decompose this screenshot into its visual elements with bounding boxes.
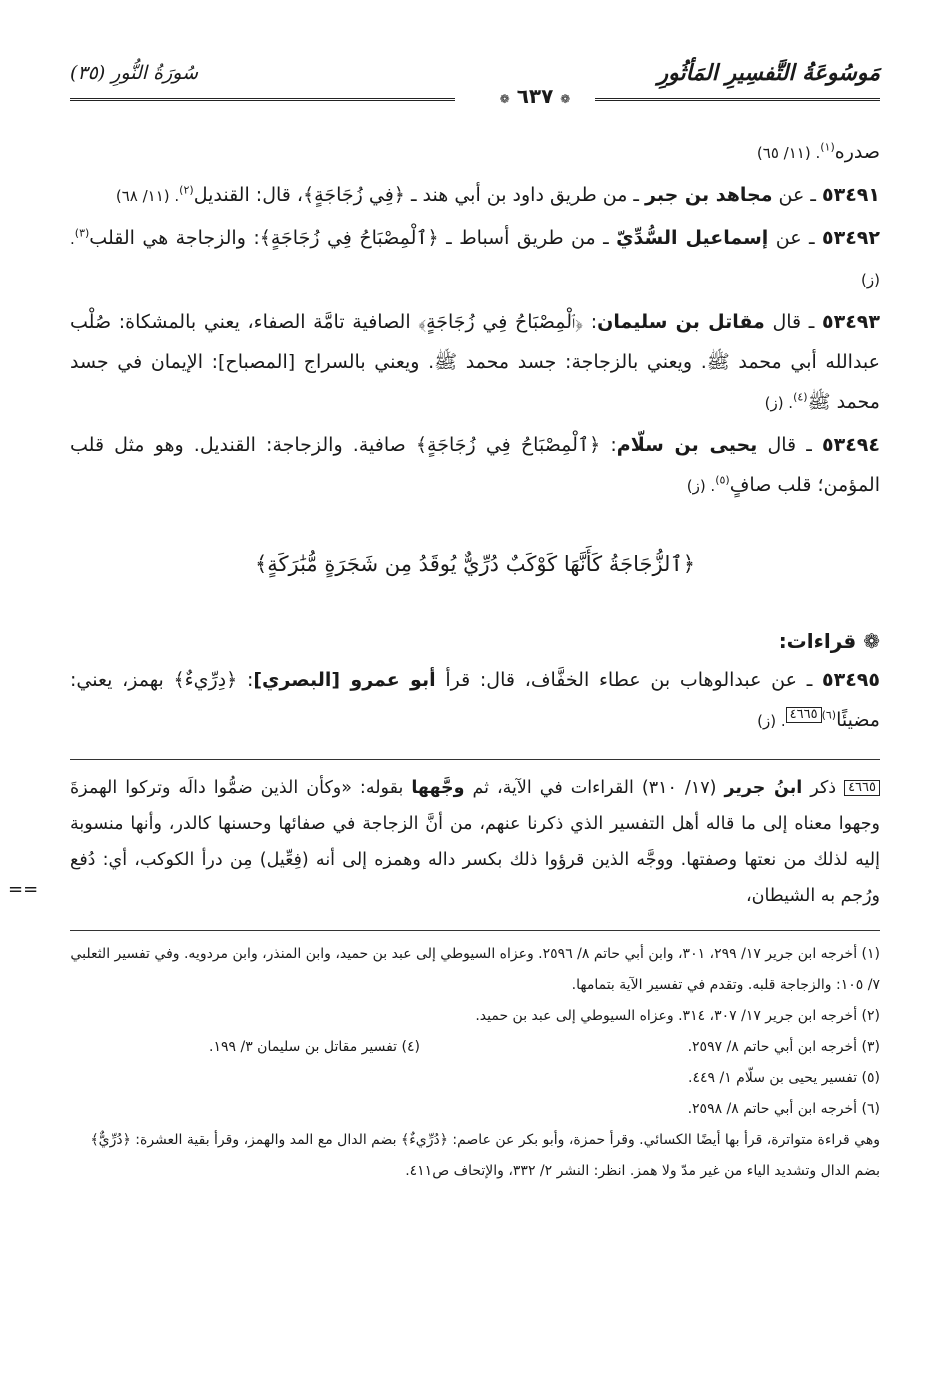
narrator-name: إسماعيل السُّدِّيّ xyxy=(616,227,769,249)
entry-number: ٥٣٤٩٢ xyxy=(822,227,880,249)
footnote-marker: (٦) xyxy=(821,708,837,722)
footnote-marker: (٢) xyxy=(179,183,194,197)
commentary-number-box: ٤٦٦٥ xyxy=(844,780,880,796)
entry-continuation: صدره$^{(١)}$. (١١/ ٦٥) xyxy=(756,140,880,163)
surah-title: سُورَةُ النُّورِ (٣٥) xyxy=(70,62,198,84)
footnote-3: (٣) أخرجه ابن أبي حاتم ٨/ ٢٥٩٧. xyxy=(687,1039,880,1055)
footnotes xyxy=(70,939,880,1187)
footnote-marker: (٤) xyxy=(793,390,808,404)
entry-5494: ٥٣٤٩٤ ـ قال يحيى بن سلّام: ﴿ٱلْمِصْبَاحُ فِي زُجَاجَةٍ﴾ صافية. والزجاجة: القنديل. وهو مثل قلب المؤمن؛ قلب صافٍ$^{(٥)}$. (ز) xyxy=(70,434,880,496)
narrator-name: يحيى بن سلّام xyxy=(616,434,758,456)
entry-number: ٥٣٤٩١ xyxy=(822,184,880,206)
narrator-name: مقاتل بن سليمان xyxy=(597,311,765,333)
entry-5491: ٥٣٤٩١ ـ عن مجاهد بن جبر ـ من طريق داود بن أبي هند ـ ﴿فِي زُجَاجَةٍ﴾، قال: القنديل$^{(٢)}$. (١١/ ٦٨) xyxy=(115,183,880,206)
commentary-ref-box: ٤٦٦٥ xyxy=(786,707,822,723)
footnote-marker: (٥) xyxy=(715,473,730,487)
narrator-name: مجاهد بن جبر xyxy=(645,184,773,206)
entry-number: ٥٣٤٩٤ xyxy=(822,434,880,456)
ornament-icon: ❁ xyxy=(560,92,571,106)
footnote-row-3-4 xyxy=(70,1032,880,1063)
footnote-marker: (٣) xyxy=(74,226,90,240)
footnote-marker: (١) xyxy=(820,140,835,154)
reader-name: أبو عمرو [البصري] xyxy=(253,669,436,691)
footnote-4: (٤) تفسير مقاتل بن سليمان ٣/ ١٩٩. xyxy=(209,1039,420,1055)
flower-icon: ❁ xyxy=(863,629,880,653)
footnote-2: (٢) أخرجه ابن جرير ١٧/ ٣٠٧، ٣١٤. وعزاه السيوطي إلى عبد بن حميد. xyxy=(475,1008,880,1024)
footnote-note: وهي قراءة متواترة، قرأ بها أيضًا الكسائي. وقرأ حمزة، وأبو بكر عن عاصم: ﴿دُرِّيءٌ﴾ بضم الدال مع المد والهمز، وقرأ بقية العشرة: ﴿دُرِّيٌّ﴾ بضم الدال وتشديد الياء من غير مدّ ولا همز. انظر: النشر ٢/ ٣٣٢، والإتحاف ص٤١١. xyxy=(90,1132,880,1179)
entry-5492: ٥٣٤٩٢ ـ عن إسماعيل السُّدِّيّ ـ من طريق أسباط ـ ﴿ٱلْمِصْبَاحُ فِي زُجَاجَةٍ﴾: والزجاجة هي القلب$^{(٣)}$. (ز) xyxy=(70,226,880,289)
header-rule-left xyxy=(70,98,455,101)
book-title: مَوسُوعَةُ التَّفسِيرِ المَأثُورِ xyxy=(657,60,880,86)
entry-number: ٥٣٤٩٥ xyxy=(822,669,880,691)
quran-verse: ﴿ٱلزُّجَاجَةُ كَأَنَّهَا كَوْكَبٌ دُرِّيٌّ يُوقَدُ مِن شَجَرَةٍ مُّبَٰرَكَةٍ﴾ xyxy=(254,552,696,576)
page-number-group xyxy=(485,84,585,108)
entry-5495: ٥٣٤٩٥ ـ عن عبدالوهاب بن عطاء الخفَّاف، قال: قرأ أبو عمرو [البصري]: ﴿دِرِّيءٌ﴾ بهمز، يعني: مضيئًا$^{(٦)}$٤٦٦٥. (ز) xyxy=(70,669,880,731)
continuation-mark: == xyxy=(8,879,39,900)
main-text xyxy=(70,132,880,741)
commentary-verb: وجَّهها xyxy=(411,778,465,798)
entry-5493: ٥٣٤٩٣ ـ قال مقاتل بن سليمان: ﴿ٱلْمِصْبَاحُ فِي زُجَاجَةٍ﴾ الصافية تامَّة الصفاء، يعني بالمشكاة: صُلْب عبدالله أبي محمد ﷺ. ويعني بالزجاجة: جسد محمد ﷺ. ويعني بالسراج [المصباح]: الإيمان في جسد محمد ﷺ$^{(٤)}$. (ز) xyxy=(70,311,880,413)
header-rule-right xyxy=(595,98,880,101)
section-title: قراءات: xyxy=(778,629,857,653)
entry-number: ٥٣٤٩٣ xyxy=(822,311,880,333)
page xyxy=(8,60,880,1187)
footnote-6: (٦) أخرجه ابن أبي حاتم ٨/ ٢٥٩٨. xyxy=(687,1101,880,1117)
footnote-5: (٥) تفسير يحيى بن سلّام ١/ ٤٤٩. xyxy=(688,1070,880,1086)
footnote-rule xyxy=(70,930,880,931)
running-header xyxy=(70,60,880,108)
footnote-1: (١) أخرجه ابن جرير ١٧/ ٢٩٩، ٣٠١، وابن أبي حاتم ٨/ ٢٥٩٦. وعزاه السيوطي إلى عبد بن حميد، وابن المنذر، وابن مردويه. وفي تفسير الثعلبي ٧/ ١٠٥: والزجاجة قلبه. وتقدم في تفسير الآية بتمامها. xyxy=(70,946,880,993)
page-number: ٦٣٧ xyxy=(516,84,554,108)
commentator-name: ابنُ جرير xyxy=(724,778,803,798)
commentary-block: ٤٦٦٥ ذكر ابنُ جرير (١٧/ ٣١٠) القراءات في الآية، ثم وجَّهها بقوله: «وكأن الذين ضمُّوا دالَه وتركوا الهمزةَ وجهوا معناه إلى ما قاله أهل التفسير الذي ذكرنا عنهم، من أنَّ الزجاجة في صفائها وحسنها كالدر، وأنها منسوبة إليه لذلك من نعتها وصفتها. ووجَّه الذين قرؤوا ذلك بكسر داله وهمزه إلى أنه (فِعِّيل) مِن درأ الكوكب، أي: دُفع ورُجم به الشيطان، == xyxy=(70,759,880,914)
ornament-icon: ❁ xyxy=(499,92,510,106)
section-heading xyxy=(70,622,880,660)
